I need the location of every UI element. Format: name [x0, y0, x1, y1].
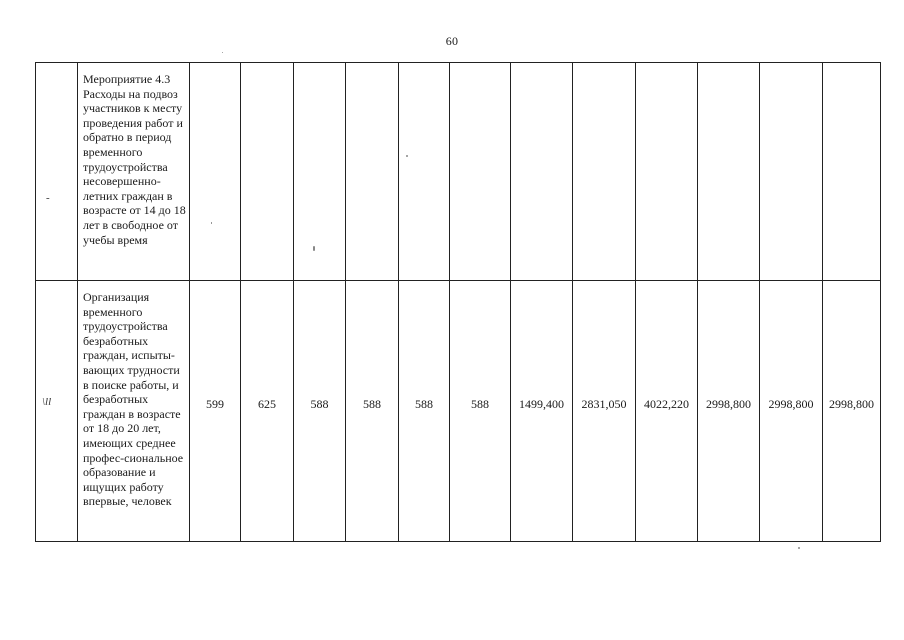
value-cell	[511, 63, 573, 281]
table-row	[36, 63, 881, 281]
data-table	[35, 62, 881, 542]
value-cell	[636, 63, 698, 281]
value-cell: 4022,220	[636, 281, 698, 542]
table-row	[36, 281, 881, 542]
value-cell	[346, 63, 399, 281]
value-cell: 2831,050	[573, 281, 636, 542]
scan-speck	[211, 222, 212, 224]
measure-description: Организация временного трудоустройства безработных граждан, испыты-вающих трудности в поиске работы, и безработных граждан в возрасте от 18 до 20 лет, имеющих среднее профес-сиональное образование и ищущих работу впервые, человек	[78, 281, 190, 542]
value-cell: 2998,800	[698, 281, 760, 542]
row-marker-cell	[36, 281, 78, 542]
value-cell: 588	[346, 281, 399, 542]
value-cell	[190, 63, 241, 281]
value-cell	[450, 63, 511, 281]
value-cell	[573, 63, 636, 281]
page-number: 60	[445, 34, 459, 48]
row-marker: \ll	[42, 396, 52, 408]
value-cell: 2998,800	[823, 281, 881, 542]
value-cell	[760, 63, 823, 281]
value-cell: 588	[294, 281, 346, 542]
value-cell	[294, 63, 346, 281]
value-cell: 599	[190, 281, 241, 542]
scan-speck	[313, 246, 315, 251]
value-cell: 588	[399, 281, 450, 542]
value-cell	[823, 63, 881, 281]
scan-speck	[222, 52, 223, 53]
value-cell	[698, 63, 760, 281]
value-cell	[241, 63, 294, 281]
row-marker-cell	[36, 63, 78, 281]
value-cell	[399, 63, 450, 281]
value-cell: 588	[450, 281, 511, 542]
row-marker: -	[46, 192, 50, 204]
value-cell: 2998,800	[760, 281, 823, 542]
measure-description: Мероприятие 4.3 Расходы на подвоз участников к месту проведения работ и обратно в период временного трудоустройства несовершенно-летних граждан в возрасте от 14 до 18 лет в свободное от учебы время	[78, 63, 190, 281]
scan-speck	[406, 155, 408, 157]
budget-table-fragment	[35, 62, 880, 541]
value-cell: 1499,400	[511, 281, 573, 542]
scan-speck	[798, 547, 800, 549]
value-cell: 625	[241, 281, 294, 542]
